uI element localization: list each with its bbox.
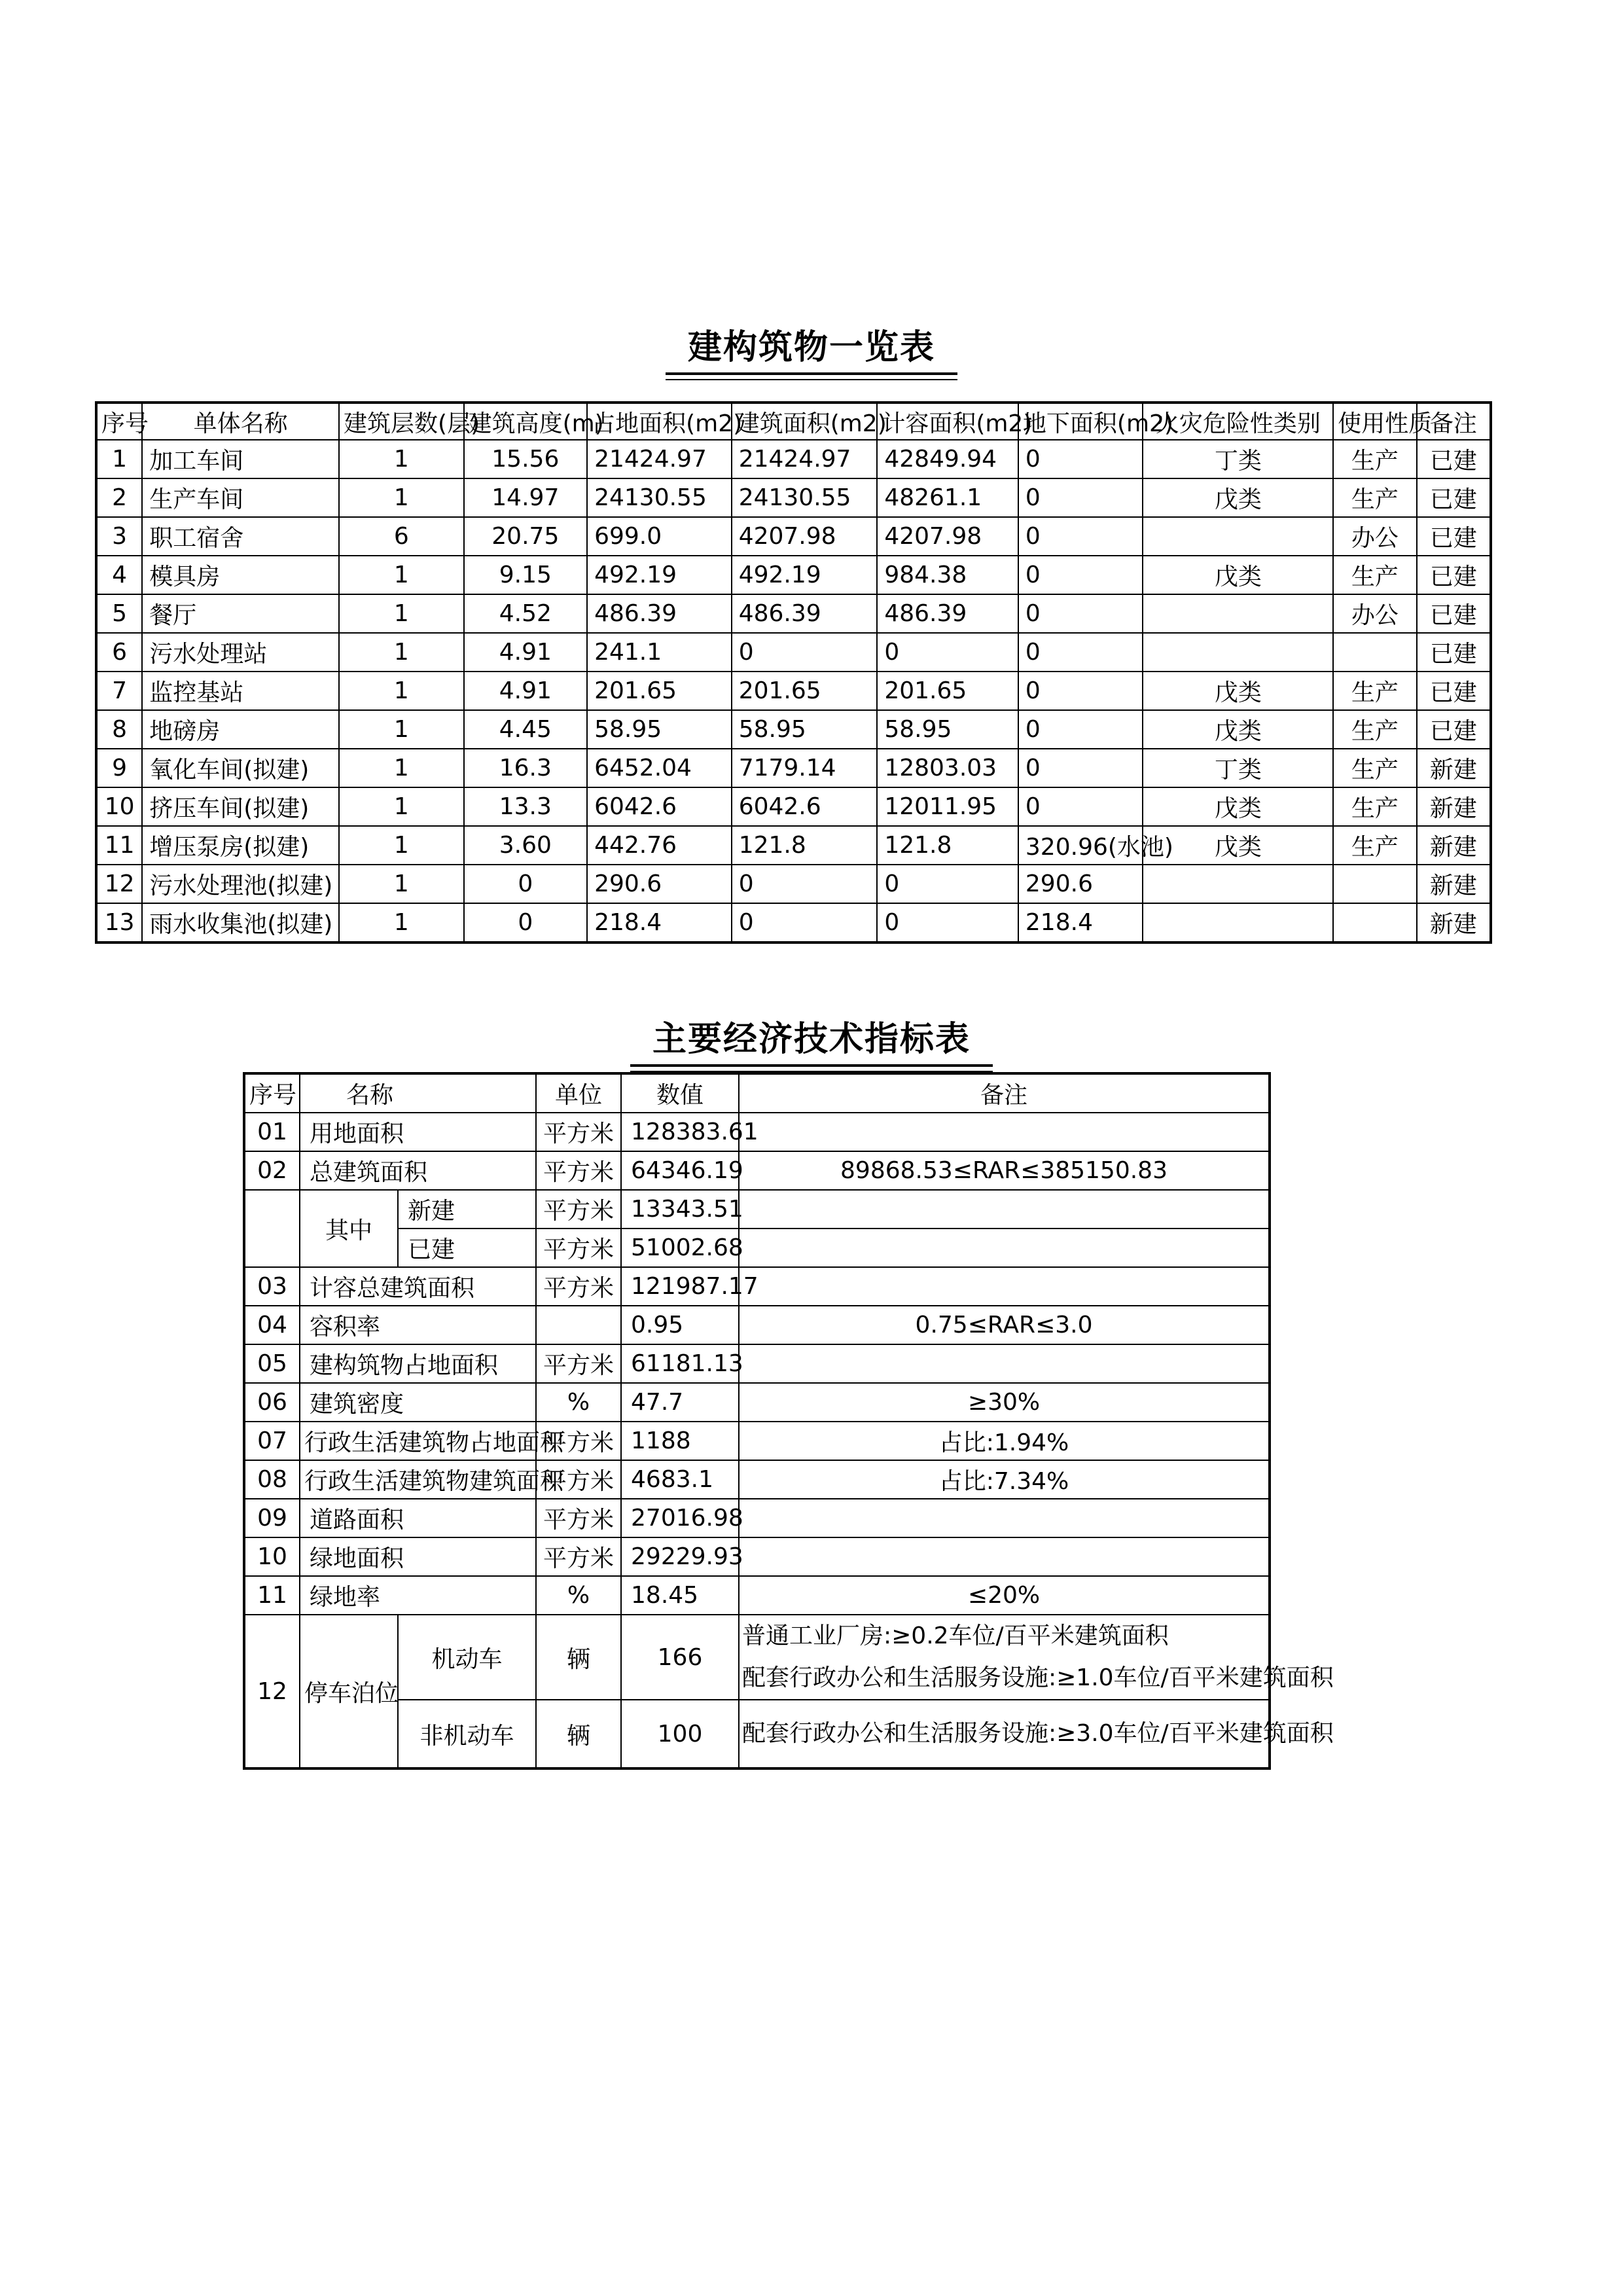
table-cell: 21424.97 xyxy=(587,440,732,478)
unit: 平方米 xyxy=(536,1267,621,1306)
note xyxy=(739,1113,1270,1151)
unit: 平方米 xyxy=(536,1113,621,1151)
table-cell: 15.56 xyxy=(464,440,588,478)
building-list-title xyxy=(0,319,1623,375)
table-cell: 4.91 xyxy=(464,672,588,710)
table-row xyxy=(244,1306,1270,1344)
header-cell: 建筑层数(层) xyxy=(339,403,464,440)
table-cell: 地磅房 xyxy=(142,710,339,749)
table-cell: 生产 xyxy=(1333,672,1416,710)
table-row xyxy=(244,1344,1270,1383)
note xyxy=(739,1190,1270,1229)
header-cell: 建筑面积(m2) xyxy=(732,403,878,440)
table-cell: 9.15 xyxy=(464,556,588,594)
table-cell: 0 xyxy=(1018,556,1143,594)
table-cell: 污水处理池(拟建) xyxy=(142,865,339,903)
header-cell: 使用性质 xyxy=(1333,403,1416,440)
table-cell: 6 xyxy=(96,633,142,672)
table-cell: 241.1 xyxy=(587,633,732,672)
table-cell: 7 xyxy=(96,672,142,710)
value: 100 xyxy=(621,1700,739,1768)
table-row xyxy=(244,1576,1270,1615)
building-list-table xyxy=(95,401,1492,944)
table-cell: 3.60 xyxy=(464,826,588,865)
table-cell: 218.4 xyxy=(1018,903,1143,942)
table-cell: 新建 xyxy=(1417,749,1491,787)
table-cell: 4 xyxy=(96,556,142,594)
table-cell: 职工宿舍 xyxy=(142,517,339,556)
table-cell: 4.52 xyxy=(464,594,588,633)
table-cell xyxy=(1143,633,1333,672)
value: 1188 xyxy=(621,1422,739,1460)
table-row xyxy=(244,1499,1270,1537)
building-list-header-row xyxy=(96,403,1491,440)
value: 121987.17 xyxy=(621,1267,739,1306)
table-cell: 1 xyxy=(339,672,464,710)
unit: 辆 xyxy=(536,1700,621,1768)
table-cell: 已建 xyxy=(1417,710,1491,749)
unit: % xyxy=(536,1576,621,1615)
table-cell: 24130.55 xyxy=(587,478,732,517)
table-cell: 0 xyxy=(732,903,878,942)
parking-type: 机动车 xyxy=(398,1615,536,1700)
table-cell: 8 xyxy=(96,710,142,749)
table-row xyxy=(96,787,1491,826)
empty-cell xyxy=(244,1190,300,1267)
table-cell: 新建 xyxy=(1417,903,1491,942)
table-cell: 1 xyxy=(339,826,464,865)
note-line: 普通工业厂房:≥0.2车位/百平米建筑面积 xyxy=(742,1623,1169,1649)
table-row xyxy=(96,865,1491,903)
unit: 平方米 xyxy=(536,1344,621,1383)
value: 29229.93 xyxy=(621,1537,739,1576)
table-cell: 0 xyxy=(1018,478,1143,517)
table-cell: 24130.55 xyxy=(732,478,878,517)
table-cell xyxy=(1143,594,1333,633)
indicator-name: 行政生活建筑物建筑面积 xyxy=(300,1460,536,1499)
table-cell: 4.91 xyxy=(464,633,588,672)
table-cell: 3 xyxy=(96,517,142,556)
table-cell: 污水处理站 xyxy=(142,633,339,672)
note: 配套行政办公和生活服务设施:≥3.0车位/百平米建筑面积 xyxy=(739,1700,1270,1768)
table-cell: 1 xyxy=(339,787,464,826)
table-cell xyxy=(1333,865,1416,903)
table-cell: 1 xyxy=(339,903,464,942)
table-cell: 戊类 xyxy=(1143,478,1333,517)
table-cell: 121.8 xyxy=(732,826,878,865)
table-cell: 模具房 xyxy=(142,556,339,594)
table-cell: 16.3 xyxy=(464,749,588,787)
table-cell: 已建 xyxy=(1417,633,1491,672)
note xyxy=(739,1229,1270,1267)
unit: 平方米 xyxy=(536,1151,621,1190)
row-number: 09 xyxy=(244,1499,300,1537)
row-number: 03 xyxy=(244,1267,300,1306)
value: 27016.98 xyxy=(621,1499,739,1537)
table-row xyxy=(96,826,1491,865)
table-row xyxy=(244,1460,1270,1499)
table-row xyxy=(244,1151,1270,1190)
table-cell: 0 xyxy=(732,633,878,672)
table-cell: 雨水收集池(拟建) xyxy=(142,903,339,942)
note xyxy=(739,1344,1270,1383)
table-cell: 201.65 xyxy=(587,672,732,710)
header-cell: 备注 xyxy=(1417,403,1491,440)
table-cell: 0 xyxy=(877,633,1018,672)
table-cell: 0 xyxy=(1018,594,1143,633)
indicator-name: 总建筑面积 xyxy=(300,1151,536,1190)
sub-group-label: 其中 xyxy=(300,1190,398,1267)
table-cell: 生产 xyxy=(1333,440,1416,478)
table-cell: 已建 xyxy=(1417,440,1491,478)
indicator-name: 计容总建筑面积 xyxy=(300,1267,536,1306)
table-cell: 0 xyxy=(1018,787,1143,826)
table-cell xyxy=(1143,517,1333,556)
note: 占比:7.34% xyxy=(739,1460,1270,1499)
table-cell: 58.95 xyxy=(732,710,878,749)
indicator-name: 建筑密度 xyxy=(300,1383,536,1422)
table-cell xyxy=(1143,903,1333,942)
table-cell: 生产 xyxy=(1333,787,1416,826)
indicator-table-title-text: 主要经济技术指标表 xyxy=(630,1011,993,1067)
table-cell: 121.8 xyxy=(877,826,1018,865)
value: 64346.19 xyxy=(621,1151,739,1190)
header-cell: 建筑高度(m) xyxy=(464,403,588,440)
table-row xyxy=(244,1113,1270,1151)
value: 0.95 xyxy=(621,1306,739,1344)
table-cell: 12803.03 xyxy=(877,749,1018,787)
table-row xyxy=(244,1229,1270,1267)
table-cell xyxy=(1333,903,1416,942)
table-cell: 320.96(水池) xyxy=(1018,826,1143,865)
table-cell: 0 xyxy=(1018,710,1143,749)
table-row xyxy=(96,672,1491,710)
table-cell: 餐厅 xyxy=(142,594,339,633)
unit: 平方米 xyxy=(536,1422,621,1460)
table-cell: 492.19 xyxy=(732,556,878,594)
table-cell: 290.6 xyxy=(1018,865,1143,903)
indicator-name: 绿地率 xyxy=(300,1576,536,1615)
unit: 平方米 xyxy=(536,1499,621,1537)
table-cell: 0 xyxy=(464,903,588,942)
table-cell: 戊类 xyxy=(1143,826,1333,865)
table-cell: 0 xyxy=(1018,749,1143,787)
value: 18.45 xyxy=(621,1576,739,1615)
table-cell: 0 xyxy=(464,865,588,903)
table-cell: 已建 xyxy=(1417,594,1491,633)
row-number: 04 xyxy=(244,1306,300,1344)
unit: % xyxy=(536,1383,621,1422)
table-cell: 486.39 xyxy=(587,594,732,633)
row-number: 11 xyxy=(244,1576,300,1615)
table-cell: 4207.98 xyxy=(877,517,1018,556)
table-cell: 201.65 xyxy=(877,672,1018,710)
header-cell: 地下面积(m2) xyxy=(1018,403,1143,440)
row-number: 05 xyxy=(244,1344,300,1383)
row-number: 02 xyxy=(244,1151,300,1190)
table-row xyxy=(96,517,1491,556)
table-cell: 6042.6 xyxy=(587,787,732,826)
value: 47.7 xyxy=(621,1383,739,1422)
indicator-name: 容积率 xyxy=(300,1306,536,1344)
table-cell: 984.38 xyxy=(877,556,1018,594)
table-cell: 218.4 xyxy=(587,903,732,942)
table-cell: 增压泵房(拟建) xyxy=(142,826,339,865)
table-cell: 丁类 xyxy=(1143,440,1333,478)
note-line: 配套行政办公和生活服务设施:≥1.0车位/百平米建筑面积 xyxy=(742,1664,1334,1691)
table-cell: 12 xyxy=(96,865,142,903)
table-cell: 201.65 xyxy=(732,672,878,710)
table-row xyxy=(96,478,1491,517)
table-cell: 1 xyxy=(339,556,464,594)
row-number: 10 xyxy=(244,1537,300,1576)
table-cell: 0 xyxy=(877,903,1018,942)
value: 13343.51 xyxy=(621,1190,739,1229)
table-cell: 戊类 xyxy=(1143,710,1333,749)
table-cell: 1 xyxy=(339,478,464,517)
table-cell: 新建 xyxy=(1417,787,1491,826)
indicator-name: 新建 xyxy=(398,1190,536,1229)
table-cell: 新建 xyxy=(1417,826,1491,865)
table-cell: 1 xyxy=(339,865,464,903)
note: ≤20% xyxy=(739,1576,1270,1615)
table-cell: 0 xyxy=(1018,440,1143,478)
note xyxy=(739,1499,1270,1537)
table-row xyxy=(96,633,1491,672)
table-cell: 加工车间 xyxy=(142,440,339,478)
table-cell: 办公 xyxy=(1333,594,1416,633)
table-row xyxy=(96,903,1491,942)
table-cell: 14.97 xyxy=(464,478,588,517)
table-cell: 办公 xyxy=(1333,517,1416,556)
value: 4683.1 xyxy=(621,1460,739,1499)
table-cell: 戊类 xyxy=(1143,556,1333,594)
table-cell: 已建 xyxy=(1417,556,1491,594)
unit: 平方米 xyxy=(536,1229,621,1267)
value: 61181.13 xyxy=(621,1344,739,1383)
header-cell: 数值 xyxy=(621,1073,739,1113)
unit: 平方米 xyxy=(536,1537,621,1576)
table-row xyxy=(96,749,1491,787)
indicator-name: 行政生活建筑物占地面积 xyxy=(300,1422,536,1460)
unit: 辆 xyxy=(536,1615,621,1700)
table-cell xyxy=(1333,633,1416,672)
building-list-title-text: 建构筑物一览表 xyxy=(666,319,957,375)
table-cell: 6042.6 xyxy=(732,787,878,826)
table-cell: 戊类 xyxy=(1143,672,1333,710)
indicator-name: 已建 xyxy=(398,1229,536,1267)
indicator-name: 建构筑物占地面积 xyxy=(300,1344,536,1383)
table-cell: 1 xyxy=(339,749,464,787)
parking-type: 非机动车 xyxy=(398,1700,536,1768)
table-cell: 氧化车间(拟建) xyxy=(142,749,339,787)
table-cell: 1 xyxy=(96,440,142,478)
table-cell: 13 xyxy=(96,903,142,942)
table-row xyxy=(244,1267,1270,1306)
table-cell: 1 xyxy=(339,594,464,633)
table-row xyxy=(244,1383,1270,1422)
table-row xyxy=(96,556,1491,594)
indicator-table xyxy=(243,1072,1334,1770)
table-cell: 2 xyxy=(96,478,142,517)
note xyxy=(739,1615,1334,1700)
table-cell: 6 xyxy=(339,517,464,556)
note: 占比:1.94% xyxy=(739,1422,1270,1460)
table-cell: 492.19 xyxy=(587,556,732,594)
note xyxy=(739,1537,1270,1576)
header-cell: 备注 xyxy=(739,1073,1270,1113)
table-cell: 0 xyxy=(877,865,1018,903)
row-number: 06 xyxy=(244,1383,300,1422)
table-cell: 10 xyxy=(96,787,142,826)
indicator-header-row xyxy=(244,1073,1270,1113)
table-row xyxy=(244,1422,1270,1460)
table-row xyxy=(96,710,1491,749)
unit xyxy=(536,1306,621,1344)
header-cell: 名称 xyxy=(300,1073,536,1113)
table-cell xyxy=(1143,865,1333,903)
header-cell: 占地面积(m2) xyxy=(587,403,732,440)
table-row xyxy=(96,440,1491,478)
table-cell: 已建 xyxy=(1417,517,1491,556)
table-cell: 290.6 xyxy=(587,865,732,903)
header-cell: 计容面积(m2) xyxy=(877,403,1018,440)
indicator-name: 道路面积 xyxy=(300,1499,536,1537)
table-row xyxy=(244,1700,1270,1768)
table-cell: 生产 xyxy=(1333,556,1416,594)
table-cell: 7179.14 xyxy=(732,749,878,787)
table-cell: 20.75 xyxy=(464,517,588,556)
table-row xyxy=(244,1190,1270,1229)
table-cell: 丁类 xyxy=(1143,749,1333,787)
table-cell: 699.0 xyxy=(587,517,732,556)
header-cell: 单位 xyxy=(536,1073,621,1113)
table-cell: 0 xyxy=(1018,672,1143,710)
table-cell: 戊类 xyxy=(1143,787,1333,826)
unit: 平方米 xyxy=(536,1460,621,1499)
row-number: 08 xyxy=(244,1460,300,1499)
note: ≥30% xyxy=(739,1383,1270,1422)
table-cell: 1 xyxy=(339,633,464,672)
table-cell: 生产 xyxy=(1333,710,1416,749)
table-cell: 挤压车间(拟建) xyxy=(142,787,339,826)
table-cell: 486.39 xyxy=(732,594,878,633)
table-cell: 1 xyxy=(339,440,464,478)
note: 0.75≤RAR≤3.0 xyxy=(739,1306,1270,1344)
header-cell: 序号 xyxy=(244,1073,300,1113)
table-cell: 监控基站 xyxy=(142,672,339,710)
table-cell: 6452.04 xyxy=(587,749,732,787)
table-cell: 生产 xyxy=(1333,749,1416,787)
table-cell: 1 xyxy=(339,710,464,749)
table-row xyxy=(96,594,1491,633)
indicator-name: 用地面积 xyxy=(300,1113,536,1151)
table-cell: 0 xyxy=(1018,517,1143,556)
table-cell: 58.95 xyxy=(587,710,732,749)
table-cell: 4.45 xyxy=(464,710,588,749)
table-cell: 0 xyxy=(1018,633,1143,672)
unit: 平方米 xyxy=(536,1190,621,1229)
table-cell: 已建 xyxy=(1417,478,1491,517)
row-number: 07 xyxy=(244,1422,300,1460)
table-cell: 5 xyxy=(96,594,142,633)
note: 89868.53≤RAR≤385150.83 xyxy=(739,1151,1270,1190)
table-cell: 486.39 xyxy=(877,594,1018,633)
table-cell: 0 xyxy=(732,865,878,903)
value: 166 xyxy=(621,1615,739,1700)
table-cell: 生产 xyxy=(1333,826,1416,865)
table-cell: 442.76 xyxy=(587,826,732,865)
table-row xyxy=(244,1537,1270,1576)
table-cell: 48261.1 xyxy=(877,478,1018,517)
building-list-body xyxy=(96,440,1491,942)
indicator-name: 绿地面积 xyxy=(300,1537,536,1576)
value: 51002.68 xyxy=(621,1229,739,1267)
table-cell: 21424.97 xyxy=(732,440,878,478)
header-cell: 序号 xyxy=(96,403,142,440)
value: 128383.61 xyxy=(621,1113,739,1151)
table-cell: 11 xyxy=(96,826,142,865)
table-cell: 4207.98 xyxy=(732,517,878,556)
table-cell: 13.3 xyxy=(464,787,588,826)
header-cell: 火灾危险性类别 xyxy=(1143,403,1333,440)
indicator-name: 停车泊位 xyxy=(300,1615,398,1768)
table-cell: 9 xyxy=(96,749,142,787)
table-cell: 生产车间 xyxy=(142,478,339,517)
note xyxy=(739,1267,1270,1306)
table-cell: 58.95 xyxy=(877,710,1018,749)
table-row xyxy=(244,1615,1270,1700)
table-cell: 生产 xyxy=(1333,478,1416,517)
header-cell: 单体名称 xyxy=(142,403,339,440)
indicator-table-title xyxy=(0,1011,1623,1067)
row-number: 12 xyxy=(244,1615,300,1768)
table-cell: 新建 xyxy=(1417,865,1491,903)
table-cell: 42849.94 xyxy=(877,440,1018,478)
table-cell: 已建 xyxy=(1417,672,1491,710)
table-cell: 12011.95 xyxy=(877,787,1018,826)
row-number: 01 xyxy=(244,1113,300,1151)
